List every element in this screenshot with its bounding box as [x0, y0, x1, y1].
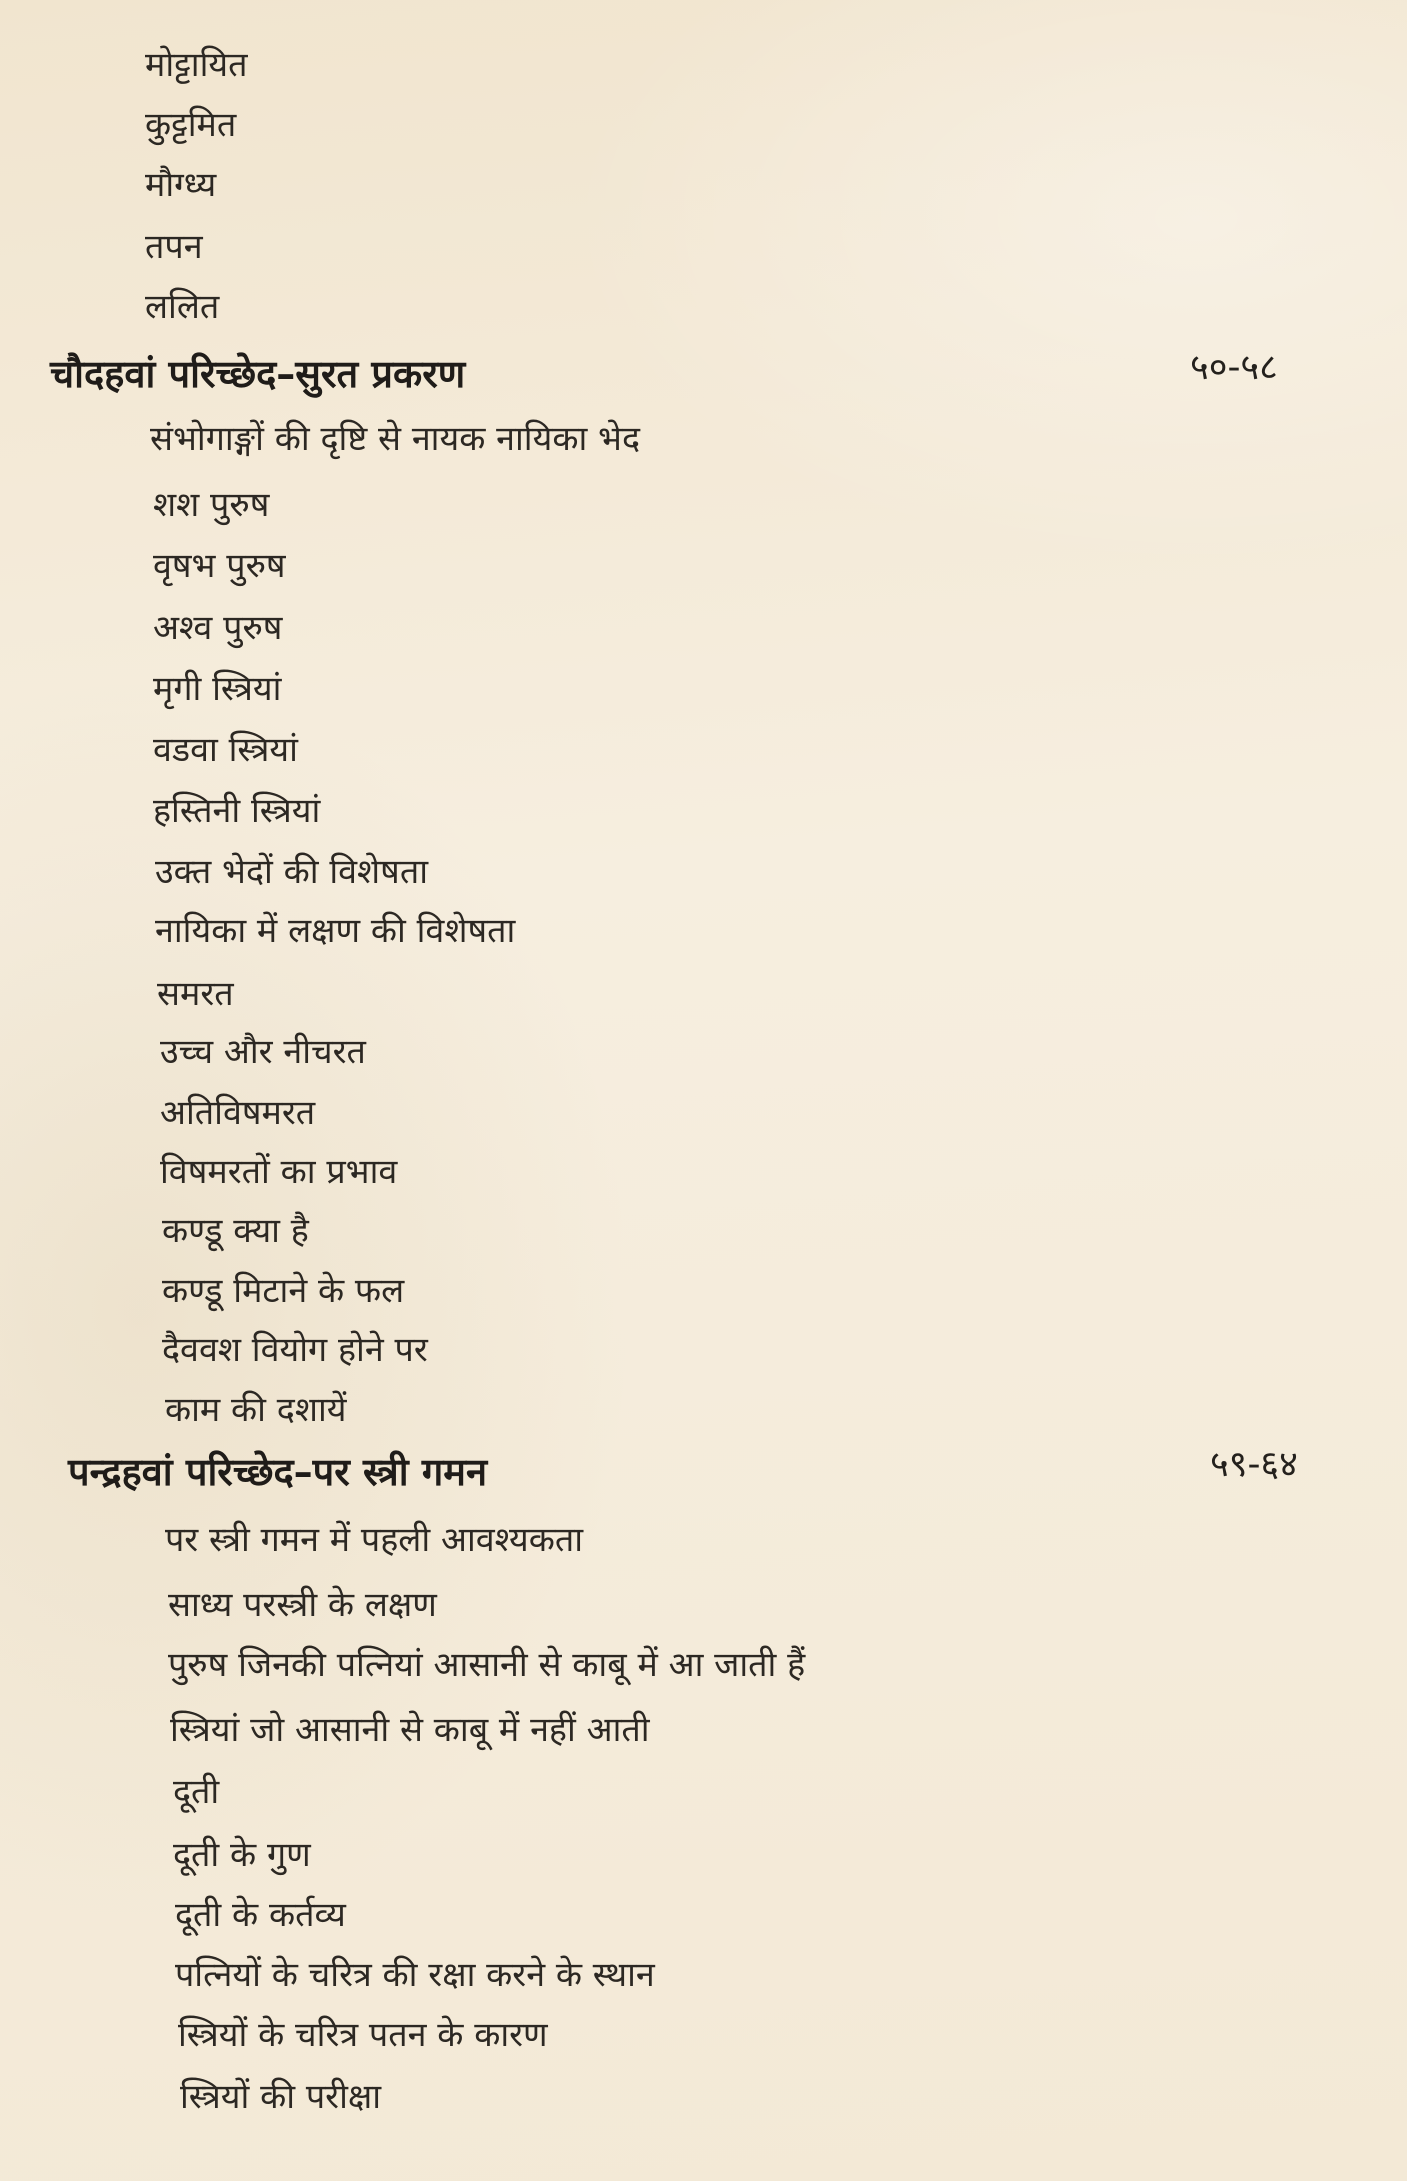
toc-item: उक्त भेदों की विशेषता	[155, 852, 429, 892]
toc-item: विषमरतों का प्रभाव	[160, 1152, 398, 1192]
toc-item: काम की दशायें	[165, 1390, 347, 1430]
chapter-title: पन्द्रहवां परिच्छेद–पर स्त्री गमन	[68, 1450, 488, 1494]
toc-item: शश पुरुष	[153, 485, 270, 525]
toc-item: दूती के गुण	[173, 1835, 311, 1875]
toc-item: पुरुष जिनकी पत्नियां आसानी से काबू में आ जाती हैं	[168, 1645, 806, 1685]
toc-item: कुट्टमित	[145, 105, 237, 145]
toc-item: दूती के कर्तव्य	[175, 1895, 346, 1935]
toc-item: हस्तिनी स्त्रियां	[153, 791, 321, 831]
toc-item: नायिका में लक्षण की विशेषता	[155, 911, 516, 951]
toc-item: समरत	[157, 974, 234, 1014]
chapter-title: चौदहवां परिच्छेद–सुरत प्रकरण	[50, 352, 466, 396]
toc-item: स्त्रियां जो आसानी से काबू में नहीं आती	[170, 1710, 650, 1750]
chapter-page-range: ५९-६४	[1210, 1444, 1298, 1485]
toc-item: मृगी स्त्रियां	[153, 669, 282, 709]
toc-item: मोट्टायित	[145, 45, 248, 85]
toc-item: दैववश वियोग होने पर	[162, 1330, 428, 1370]
toc-item: कण्डू क्या है	[162, 1211, 309, 1251]
toc-item: साध्य परस्त्री के लक्षण	[168, 1585, 437, 1625]
toc-item: मौग्ध्य	[145, 165, 217, 205]
toc-item: संभोगाङ्गों की दृष्टि से नायक नायिका भेद	[150, 419, 641, 459]
toc-item: पत्नियों के चरित्र की रक्षा करने के स्थान	[175, 1955, 655, 1995]
toc-item: कण्डू मिटाने के फल	[162, 1271, 405, 1311]
toc-item: दूती	[173, 1772, 220, 1812]
toc-item: वृषभ पुरुष	[153, 546, 286, 586]
toc-item: ललित	[145, 287, 220, 327]
toc-item: स्त्रियों के चरित्र पतन के कारण	[178, 2015, 548, 2055]
toc-item: स्त्रियों की परीक्षा	[180, 2077, 382, 2117]
toc-item: वडवा स्त्रियां	[153, 730, 298, 770]
toc-item: अतिविषमरत	[160, 1093, 316, 1133]
toc-item: पर स्त्री गमन में पहली आवश्यकता	[165, 1520, 584, 1560]
toc-item: उच्च और नीचरत	[160, 1032, 366, 1072]
chapter-page-range: ५०-५८	[1190, 347, 1278, 388]
toc-item: अश्व पुरुष	[153, 608, 283, 648]
toc-item: तपन	[145, 227, 203, 267]
